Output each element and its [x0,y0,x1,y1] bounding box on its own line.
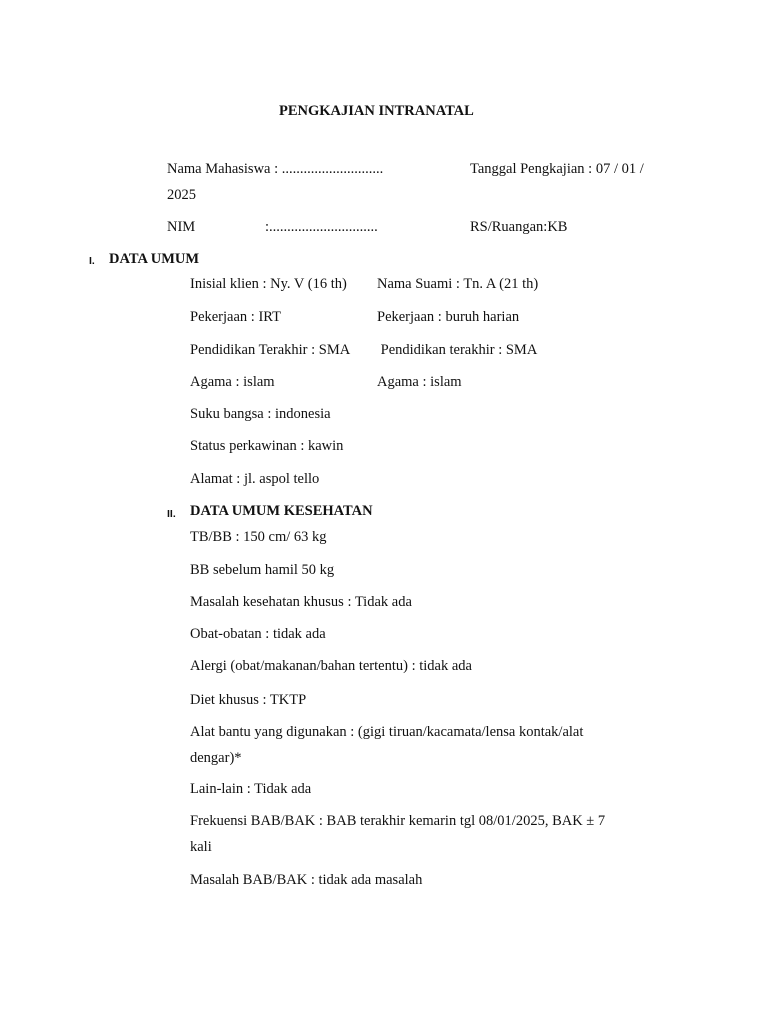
data-umum-left-1: Pekerjaan : IRT [190,309,281,325]
kesehatan-item-8: Lain-lain : Tidak ada [190,781,312,797]
section-2-heading: DATA UMUM KESEHATAN [190,503,373,519]
nim-value: :.............................. [265,219,378,235]
kesehatan-item-10: kali [190,839,212,855]
data-umum-left-2: Pendidikan Terakhir : SMA [190,342,351,358]
kesehatan-item-5: Diet khusus : TKTP [190,692,307,708]
section-2-numeral: II. [167,508,176,520]
kesehatan-item-3: Obat-obatan : tidak ada [190,626,326,642]
data-umum-left-4: Suku bangsa : indonesia [190,406,331,422]
data-umum-right-1: Pekerjaan : buruh harian [377,309,520,325]
section-1-numeral: I. [89,255,95,267]
kesehatan-item-7: dengar)* [190,750,242,766]
page-title: PENGKAJIAN INTRANATAL [279,103,474,119]
nama-mahasiswa-field: Nama Mahasiswa : ............................ [167,161,384,177]
kesehatan-item-9: Frekuensi BAB/BAK : BAB terakhir kemarin tgl 08/01/2025, BAK ± 7 [190,813,606,829]
kesehatan-item-4: Alergi (obat/makanan/bahan tertentu) : tidak ada [190,658,472,674]
tanggal-pengkajian-year: 2025 [167,187,196,203]
data-umum-right-3: Agama : islam [377,374,462,390]
kesehatan-item-6: Alat bantu yang digunakan : (gigi tiruan/kacamata/lensa kontak/alat [190,724,584,740]
data-umum-left-3: Agama : islam [190,374,275,390]
data-umum-left-6: Alamat : jl. aspol tello [190,471,320,487]
kesehatan-item-0: TB/BB : 150 cm/ 63 kg [190,529,327,545]
data-umum-left-5: Status perkawinan : kawin [190,438,344,454]
data-umum-right-2: Pendidikan terakhir : SMA [377,342,538,358]
tanggal-pengkajian-field: Tanggal Pengkajian : 07 / 01 / [470,161,644,177]
kesehatan-item-11: Masalah BAB/BAK : tidak ada masalah [190,872,423,888]
data-umum-right-0: Nama Suami : Tn. A (21 th) [377,276,539,292]
data-umum-left-0: Inisial klien : Ny. V (16 th) [190,276,347,292]
kesehatan-item-1: BB sebelum hamil 50 kg [190,562,335,578]
section-1-heading: DATA UMUM [109,251,200,267]
nim-label: NIM [167,219,196,235]
kesehatan-item-2: Masalah kesehatan khusus : Tidak ada [190,594,412,610]
rs-ruangan-field: RS/Ruangan:KB [470,219,568,235]
